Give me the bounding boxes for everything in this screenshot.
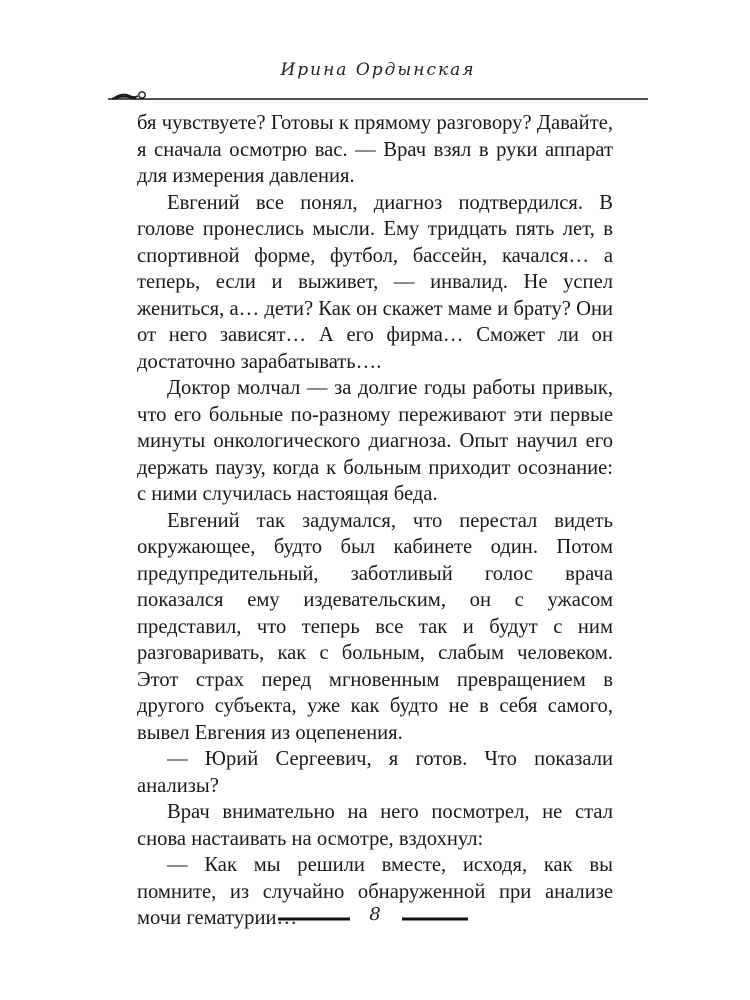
footer-rule-right [402, 916, 468, 922]
page-body [137, 110, 613, 932]
running-header [108, 56, 648, 96]
paragraph: Евгений все понял, диагноз подтвердился. В голове пронеслись мысли. Ему тридцать пять лет, в спортивной форме, футбол, бассейн, качался… а теперь, если и выживет, — инвалид. Не успел жениться, а… дети? Как он скажет маме и брату? Они от него зависят… А его фирма… Сможет ли он достаточно зарабатывать…. [137, 191, 613, 373]
author-name: Ирина Ордынская [280, 60, 476, 80]
paragraph: Врач внимательно на него посмотрел, не стал снова настаивать на осмотре, вздохнул: [137, 801, 613, 850]
page-footer [270, 904, 480, 934]
header-ornament-rule [108, 88, 648, 104]
paragraph: Доктор молчал — за долгие годы работы привык, что его больные по-разному переживают эти первые минуты онкологического диагноза. Опыт научил его держать паузу, когда к больным приходит осознание: с ними случилась настоящая беда. [137, 377, 613, 505]
paragraph: — Юрий Сергеевич, я готов. Что показали анализы? [137, 748, 613, 797]
page-number: 8 [369, 904, 381, 925]
paragraph: Евгений так задумался, что перестал видеть окружающее, будто был кабинете один. Потом предупредительный, заботливый голос врача показался ему издевательским, он с ужасом представил, что теперь все так и будут с ним разговаривать, как с больным, слабым человеком. Этот страх перед мгновенным превращением в другого субъекта, уже как будто не в себя самого, вывел Евгения из оцепенения. [137, 509, 613, 744]
paragraph: бя чувствуете? Готовы к прямому разговору? Давайте, я сначала осмотрю вас. — Врач взял в руки аппарат для измерения давления. [137, 112, 613, 187]
paragraph: — Как мы решили вместе, исходя, как вы помните, из случайно обнаруженной при анализе мочи гематурии… [137, 854, 613, 929]
